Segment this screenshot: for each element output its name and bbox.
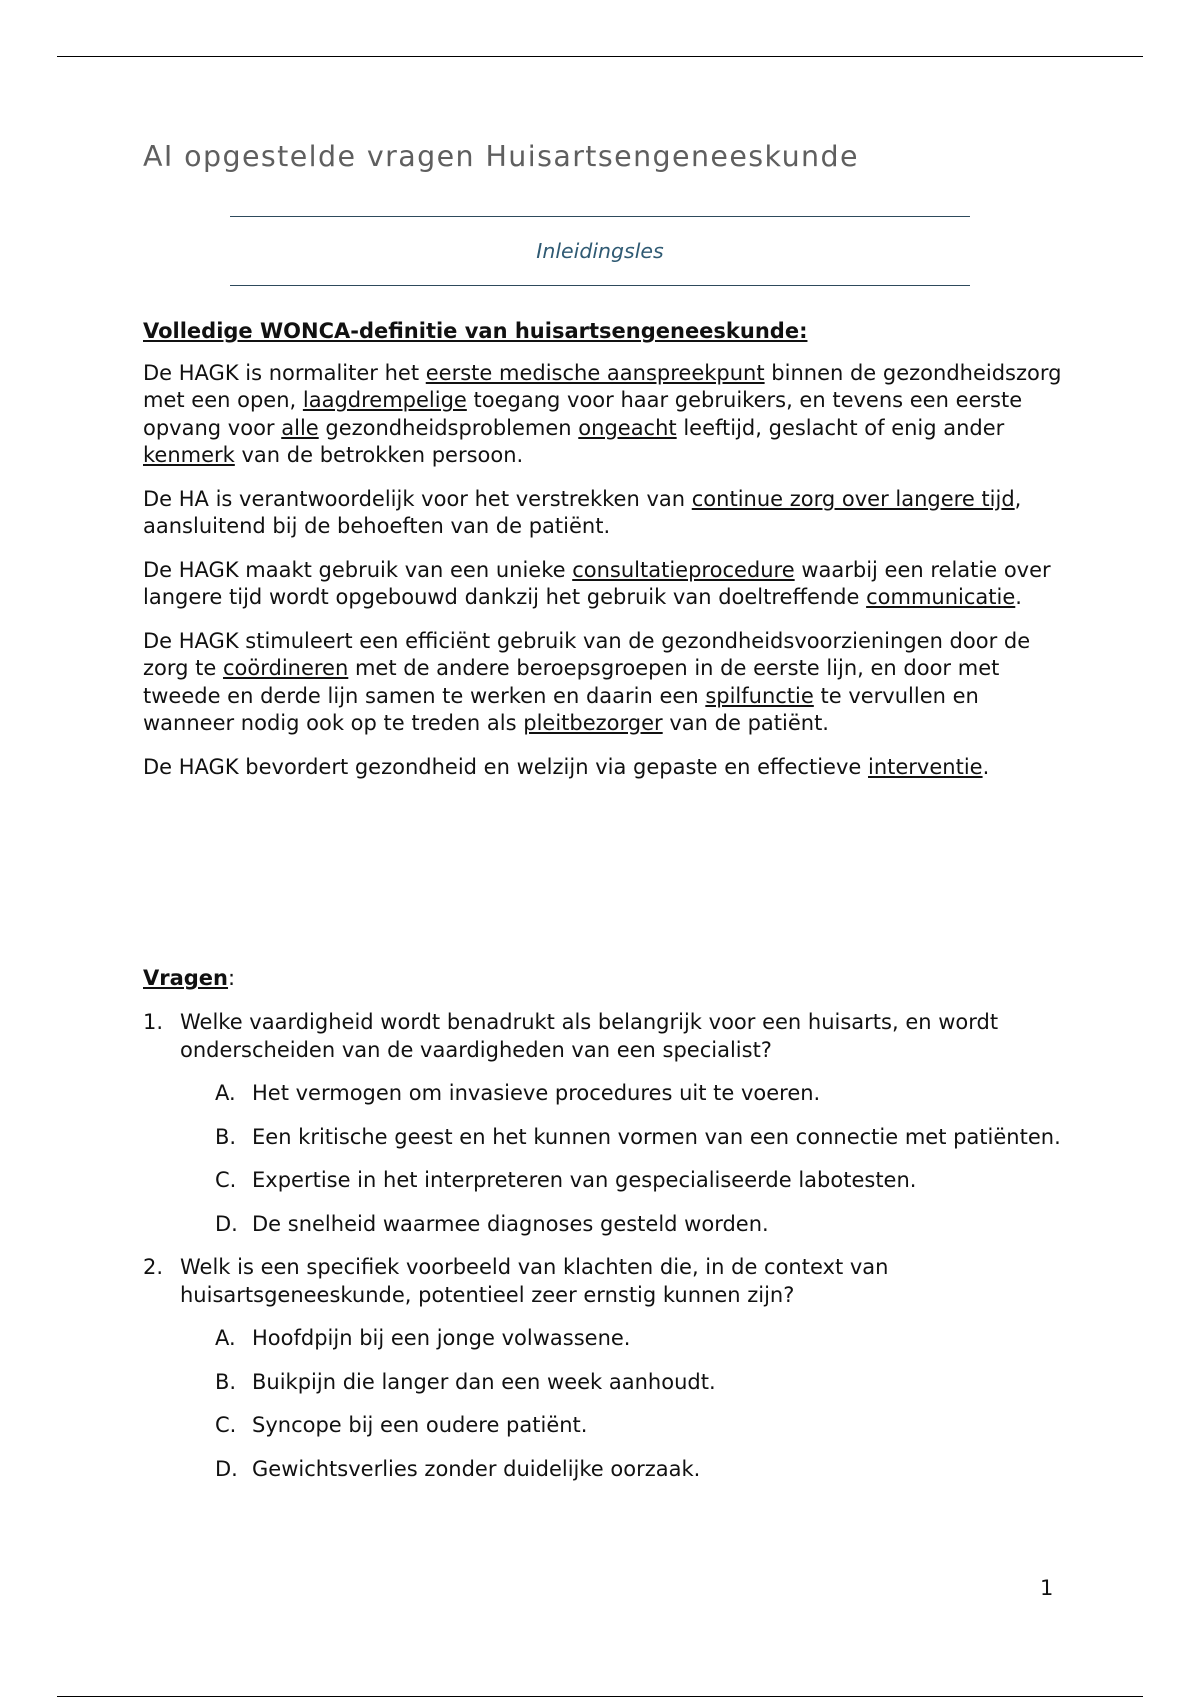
question-1-option-d: D. De snelheid waarmee diagnoses gesteld worden. xyxy=(215,1211,769,1236)
questions-list xyxy=(143,1009,1063,1499)
definition-paragraph-4: De HAGK stimuleert een efficiënt gebruik van de gezondheidsvoorzieningen door de zorg te coördineren met de andere beroepsgroepen in de eerste lijn, en door met tweede en derde lijn samen te werken en daarin een spilfunctie te vervullen en wanneer nodig ook op te treden als pleitbezorger van de patiënt. xyxy=(143,628,1031,735)
question-2-option-c: C. Syncope bij een oudere patiënt. xyxy=(215,1413,588,1437)
page-bottom-rule xyxy=(57,1696,1143,1697)
definition-paragraph-5: De HAGK bevordert gezondheid en welzijn via gepaste en effectieve interventie. xyxy=(143,754,990,779)
page-top-rule xyxy=(57,56,1143,57)
question-number: 2. xyxy=(143,1255,164,1279)
question-2 xyxy=(143,1254,1063,1309)
definition-heading: Volledige WONCA-definitie van huisartsengeneeskunde: xyxy=(143,319,808,343)
question-text: Welke vaardigheid wordt benadrukt als belangrijk voor een huisarts, en wordt onderscheiden van de vaardigheden van een specialist? xyxy=(180,1010,999,1062)
definition-paragraph-3: De HAGK maakt gebruik van een unieke consultatieprocedure waarbij een relatie over langere tijd wordt opgebouwd dankzij het gebruik van doeltreffende communicatie. xyxy=(143,557,1051,609)
question-1-option-c: C. Expertise in het interpreteren van gespecialiseerde labotesten. xyxy=(215,1168,917,1192)
definition-paragraph-2: De HA is verantwoordelijk voor het verstrekken van continue zorg over langere tijd, aansluitend bij de behoeften van de patiënt. xyxy=(143,486,1022,538)
document-title: AI opgestelde vragen Huisartsengeneeskunde xyxy=(143,140,859,173)
question-1-option-a: A. Het vermogen om invasieve procedures uit te voeren. xyxy=(215,1081,821,1105)
page-number: 1 xyxy=(1040,1576,1054,1600)
definition-section xyxy=(143,318,1063,797)
questions-heading: Vragen: xyxy=(143,966,236,990)
question-text: Welk is een specifiek voorbeeld van klachten die, in de context van huisartsgeneeskunde, potentieel zeer ernstig kunnen zijn? xyxy=(180,1255,889,1307)
definition-paragraph-1: De HAGK is normaliter het eerste medische aanspreekpunt binnen de gezondheidszorg met een open, laagdrempelige toegang voor haar gebruikers, en tevens een eerste opvang voor alle gezondheidsproblemen ongeacht leeftijd, geslacht of enig ander kenmerk van de betrokken persoon. xyxy=(143,360,1062,467)
question-1 xyxy=(143,1009,1063,1064)
question-2-option-d: D. Gewichtsverlies zonder duidelijke oorzaak. xyxy=(215,1456,701,1481)
question-2-option-b: B. Buikpijn die langer dan een week aanhoudt. xyxy=(215,1369,716,1394)
question-number: 1. xyxy=(143,1010,164,1034)
question-2-option-a: A. Hoofdpijn bij een jonge volwassene. xyxy=(215,1326,631,1350)
question-1-option-b: B. Een kritische geest en het kunnen vormen van een connectie met patiënten. xyxy=(215,1124,1061,1149)
subtitle-box xyxy=(230,216,970,286)
subtitle: Inleidingsles xyxy=(536,239,664,263)
